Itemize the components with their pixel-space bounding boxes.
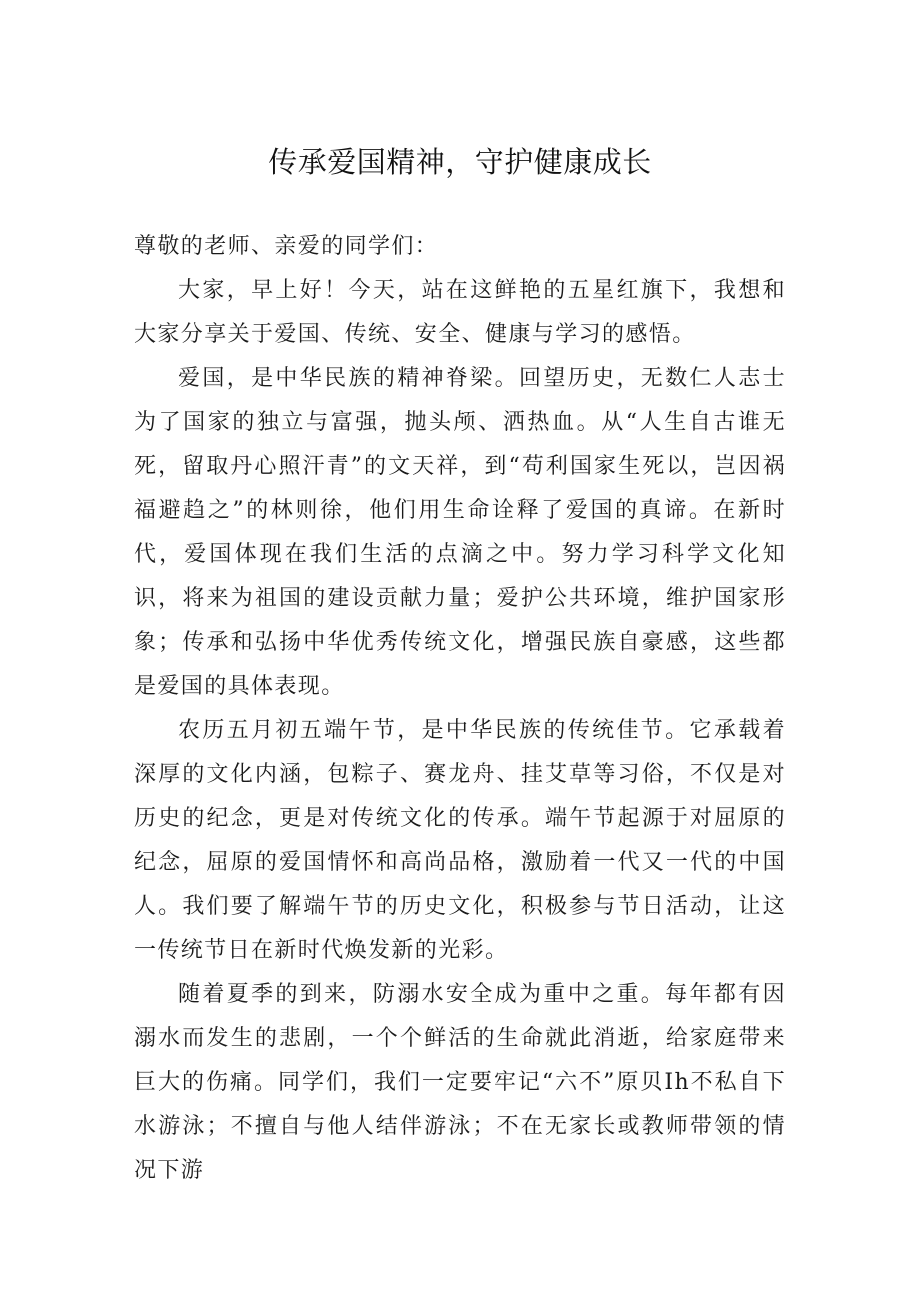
paragraph-patriotism: 爱国，是中华民族的精神脊梁。回望历史，无数仁人志士为了国家的独立与富强，抛头颅、洒热血。从“人生自古谁无死，留取丹心照汗青”的文天祥，到“苟利国家生死以，岂因祸福避趋之”的林则徐，他们用生命诠释了爱国的真谛。在新时代，爱国体现在我们生活的点滴之中。努力学习科学文化知识，将来为祖国的建设贡献力量；爱护公共环境，维护国家形象；传承和弘扬中华优秀传统文化，增强民族自豪感，这些都是爱国的具体表现。: [134, 366, 786, 699]
salutation: 尊敬的老师、亲爱的同学们：: [134, 234, 439, 259]
paragraph-drowning-safety: 随着夏季的到来，防溺水安全成为重中之重。每年都有因溺水而发生的悲剧，一个个鲜活的生命就此消逝，给家庭带来巨大的伤痛。同学们，我们一定要牢记“六不”原贝Ih不私自下水游泳；不擅自与他人结伴游泳；不在无家长或教师带领的情况下游: [134, 982, 786, 1183]
paragraph-dragon-boat-festival: 农历五月初五端午节，是中华民族的传统佳节。它承载着深厚的文化内涵，包粽子、赛龙舟、挂艾草等习俗，不仅是对历史的纪念，更是对传统文化的传承。端午节起源于对屈原的纪念，屈原的爱国情怀和高尚品格，激励着一代又一代的中国人。我们要了解端午节的历史文化，积极参与节日活动，让这一传统节日在新时代焕发新的光彩。: [134, 718, 786, 963]
paragraph-greeting: 大家，早上好！今天，站在这鲜艳的五星红旗下，我想和大家分享关于爱国、传统、安全、健康与学习的感悟。: [134, 278, 786, 347]
document-title: 传承爱国精神，守护健康成长: [268, 145, 652, 179]
document-body: [134, 225, 786, 1193]
